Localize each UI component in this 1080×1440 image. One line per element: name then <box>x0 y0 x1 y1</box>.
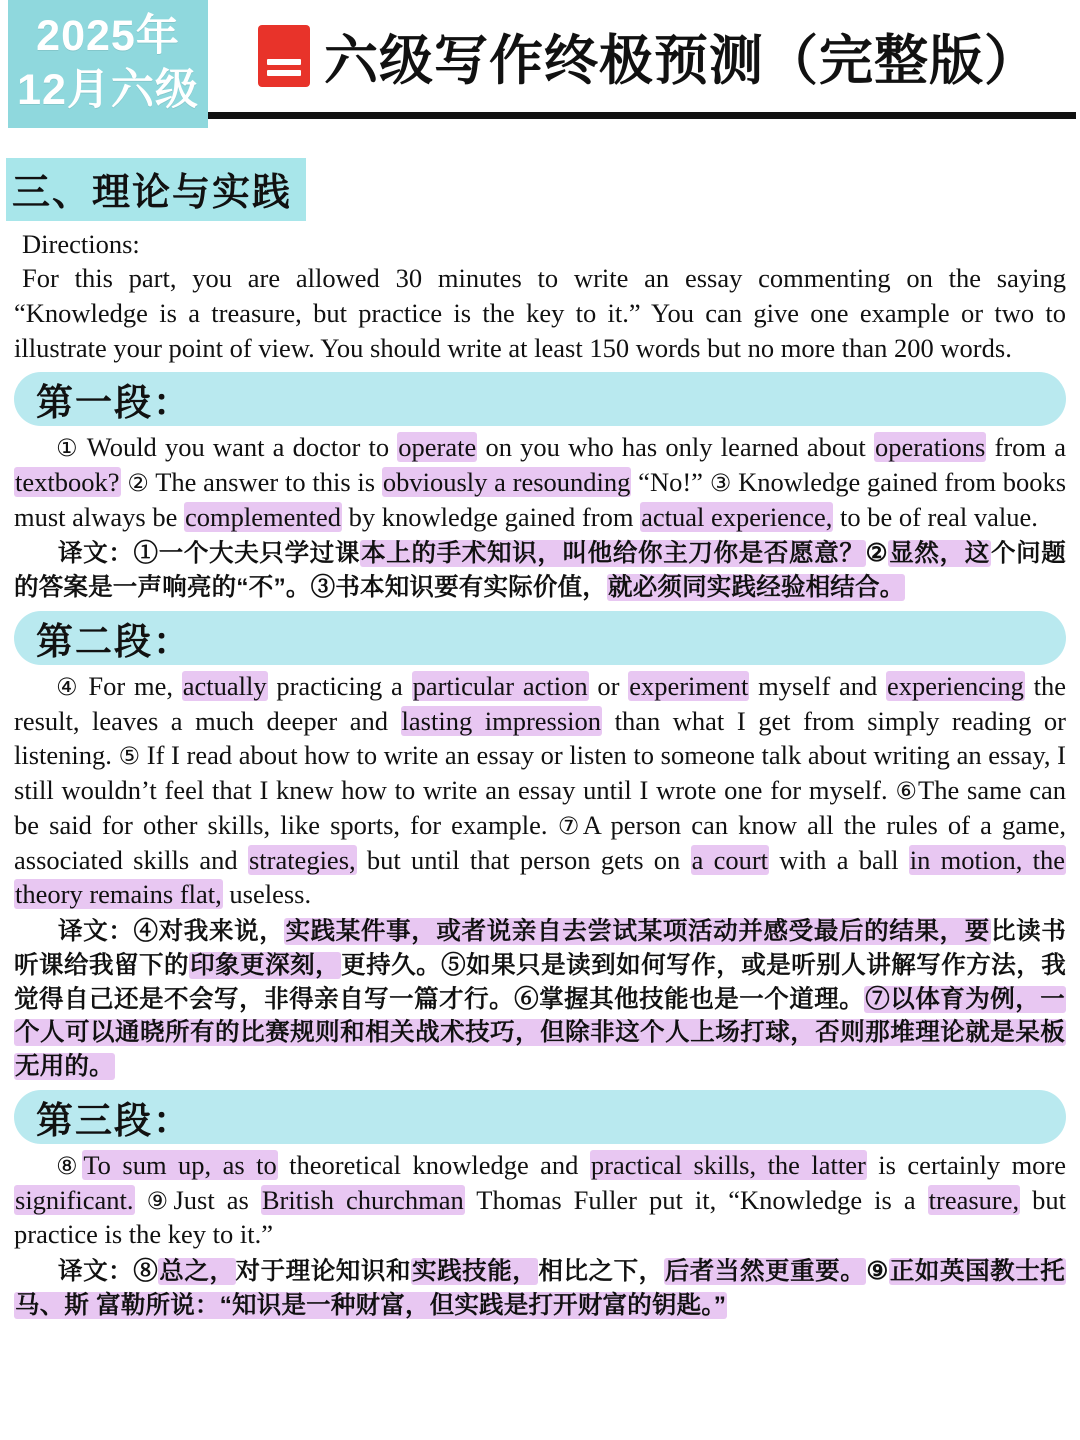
directions-label: Directions: <box>22 229 140 259</box>
document-content <box>0 227 1080 1323</box>
page-header <box>0 0 1080 140</box>
paragraph-1-english: ① Would you want a doctor to operate on you who has only learned about operations from a textbook? ② The answer to this is obviously a resounding “No!” ③ Knowledge gained from books must always be complemented by knowledge gained from actual experience, to be of real value. <box>14 432 1067 532</box>
paragraph-3-english: ⑧To sum up, as to theoretical knowledge and practical skills, the latter is certainly more significant. ⑨Just as British churchman Thomas Fuller put it, “Knowledge is a treasure, but practice is the key to it.” <box>14 1149 1067 1250</box>
paragraph-1-translation: 译文：①一个大夫只学过课本上的手术知识，叫他给你主刀你是否愿意？②显然，这个问题的答案是一声响亮的“不”。③书本知识要有实际价值，就必须同实践经验相结合。 <box>14 540 1066 602</box>
paragraph-band-1-label: 第一段： <box>36 382 192 424</box>
paragraph-2-translation: 译文：④对我来说，实践某件事，或者说亲自去尝试某项活动并感受最后的结果，要比读书听课给我留下的印象更深刻，更持久。⑤如果只是读到如何写作，或是听别人讲解写作方法，我觉得自己还是不会写，非得亲自写一篇才行。⑥掌握其他技能也是一个道理。⑦以体育为例，一个人可以通晓所有的比赛规则和相关战术技巧，但除非这个人上场打球，否则那堆理论就是呆板无用的。 <box>14 917 1067 1081</box>
paragraph-band-3-label: 第三段： <box>36 1099 192 1141</box>
paragraph-band-3 <box>14 1090 1066 1144</box>
paragraph-band-2 <box>14 611 1066 665</box>
page-title: 六级写作终极预测（完整版） <box>324 30 1039 91</box>
translation-label-3: 译文： <box>58 1258 134 1286</box>
exam-date-badge <box>8 0 208 128</box>
paragraph-2-english: ④ For me, actually practicing a particular action or experiment myself and experiencing the result, leaves a much deeper and lasting impression than what I get from simply reading or listening. ⑤ If I read about how to write an essay or listen to someone talk about writing an essay, I still wouldn’t feel that I knew how to write an essay until I wrote one for myself. ⑥The same can be said for other skills, like sports, for example. ⑦A person can know all the rules of a game, associated skills and strategies, but until that person gets on a court with a ball in motion, the theory remains flat, useless. <box>14 671 1067 910</box>
badge-exam: 12月六级 <box>17 66 199 114</box>
directions-body: For this part, you are allowed 30 minutes to write an essay commenting on the saying “Knowledge is a treasure, but practice is the key to it.” You can give one example or two to illustrate your point of view. You should write at least 150 words but no more than 200 words. <box>14 263 1066 364</box>
paragraph-band-2-label: 第二段： <box>36 621 192 663</box>
translation-label-1: 译文： <box>58 540 134 568</box>
title-bar <box>208 0 1076 119</box>
badge-year: 2025年 <box>36 12 180 61</box>
book-icon <box>258 25 310 87</box>
translation-label-2: 译文： <box>58 917 134 945</box>
paragraph-3-translation: 译文：⑧总之，对于理论知识和实践技能，相比之下，后者当然更重要。⑨正如英国教士托马、斯 富勒所说：“知识是一种财富，但实践是打开财富的钥匙。” <box>15 1258 1065 1319</box>
section-heading: 三、理论与实践 <box>6 158 306 221</box>
paragraph-band-1 <box>14 372 1066 426</box>
